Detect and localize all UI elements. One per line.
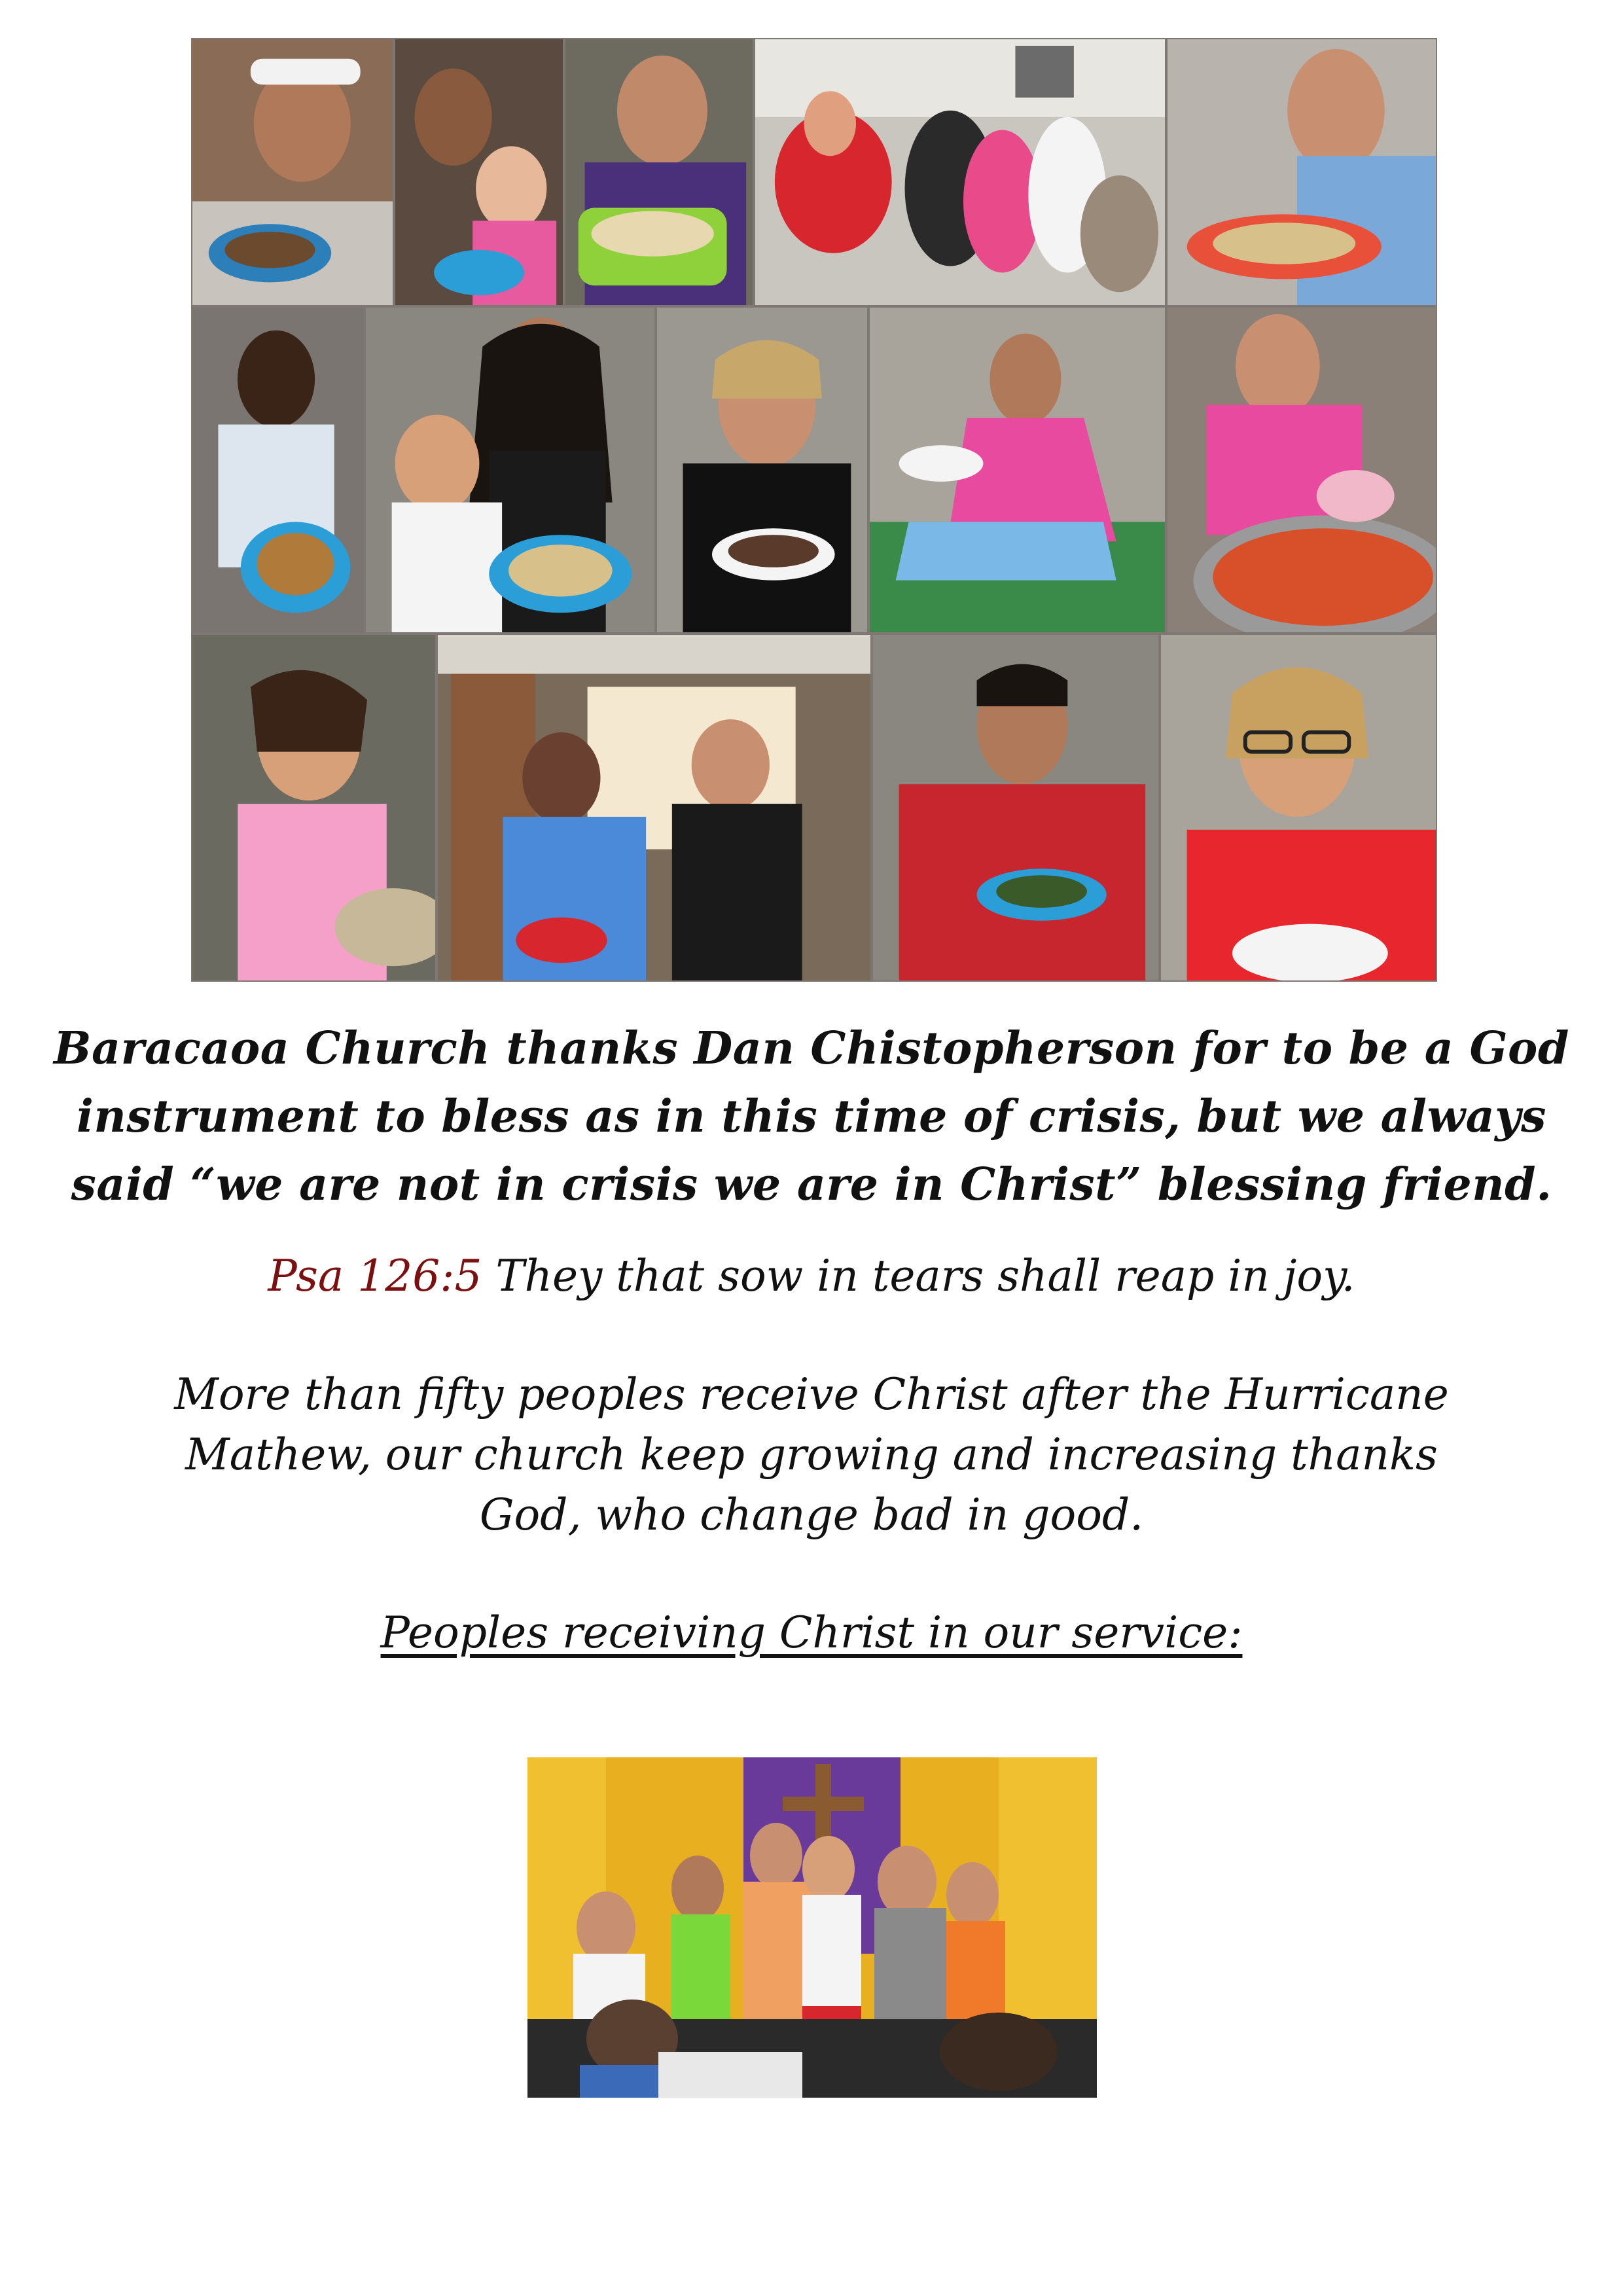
verse-reference: Psa 126:5 [268,1251,482,1301]
service-heading: Peoples receiving Christ in our service: [380,1607,1243,1658]
collage-photo-woman-serving-pot [1166,306,1437,634]
verse-text: They that sow in tears shall reap in joy. [482,1251,1355,1301]
thanks-line-2: instrument to bless as in this time of crisis, but we always [77,1090,1546,1143]
thanks-paragraph [0,1014,1623,1219]
collage-photo-woman-glasses [1160,634,1437,982]
testimony-paragraph [0,1365,1623,1545]
thanks-line-3: said “we are not in crisis we are in Christ” blessing friend. [71,1158,1552,1211]
collage-photo-crowd-line [754,38,1166,306]
church-service-photo [527,1757,1097,2098]
collage-photo-mother-and-daughter [365,306,656,634]
collage-photo-young-man-red-shirt [872,634,1160,982]
collage-photo-man-with-bowl [191,38,394,306]
collage-photo-woman-seated-pink-dress [868,306,1166,634]
collage-photo-woman-with-plate [1166,38,1437,306]
collage-photo-young-man-eating [564,38,754,306]
photo-collage [191,38,1437,982]
thanks-line-1: Baracaoa Church thanks Dan Chistopherson for to be a God [54,1022,1569,1075]
collage-photo-woman-eating [656,306,868,634]
testimony-line-1: More than fifty peoples receive Christ after the Hurricane [174,1369,1449,1420]
bible-verse [0,1247,1623,1306]
collage-photo-boy-with-bowl [191,306,365,634]
testimony-line-2: Mathew, our church keep growing and increasing thanks [185,1429,1438,1480]
collage-photo-mother-feeding-baby [394,38,564,306]
collage-photo-little-girl [191,634,437,982]
testimony-line-3: God, who change bad in good. [479,1490,1144,1540]
collage-photo-group-in-doorway [437,634,872,982]
